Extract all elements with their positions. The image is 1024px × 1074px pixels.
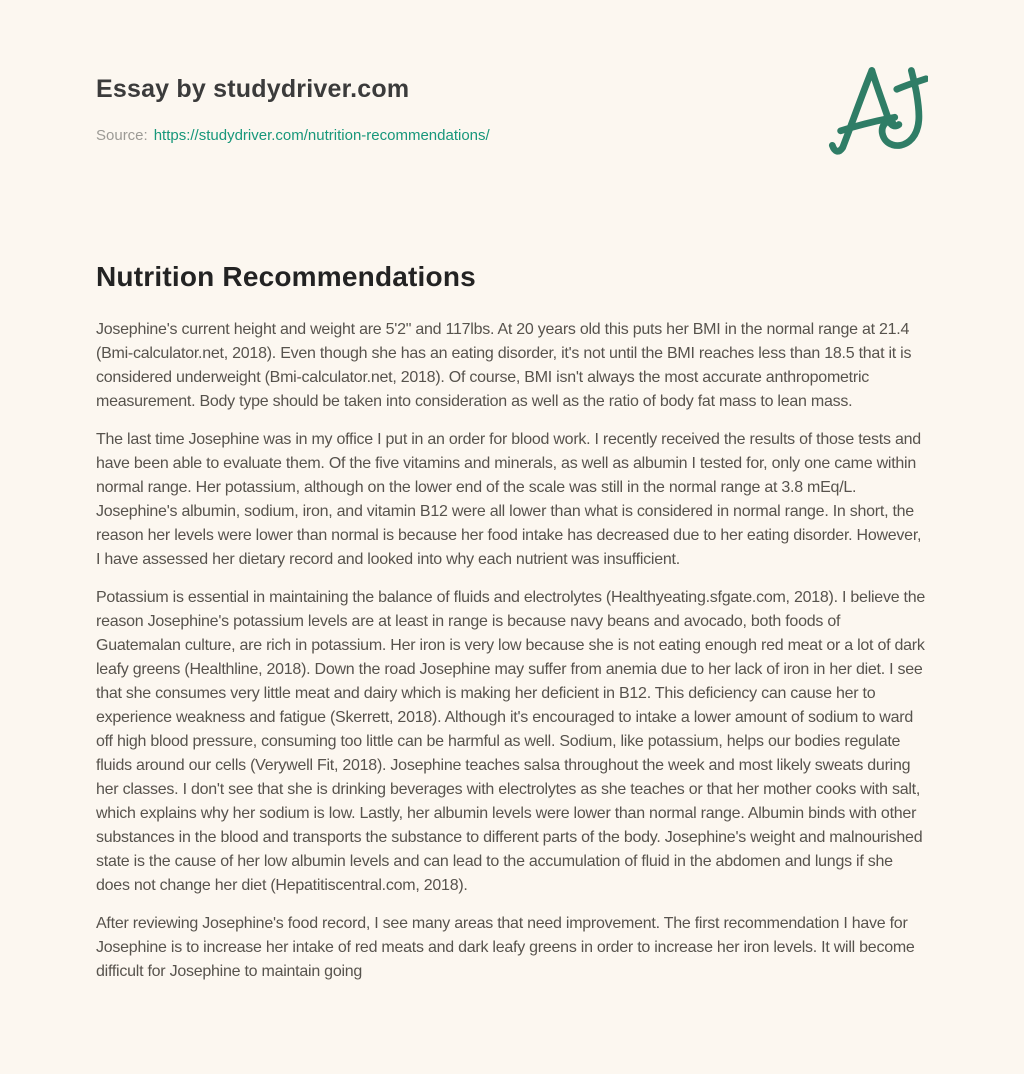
essay-title: Nutrition Recommendations (96, 261, 476, 292)
essay-paragraph-3: Potassium is essential in maintaining the balance of fluids and electrolytes (Healthyeating.sfgate.com, 2018). I believe the reason Josephine's potassium levels are at least in range is because navy beans and avocado, both foods of Guatemalan culture, are rich in potassium. Her iron is very low because she is not eating enough red meat or a lot of dark leafy greens (Healthline, 2018). Down the road Josephine may suffer from anemia due to her lack of iron in her diet. I see that she consumes very little meat and dairy which is making her deficient in B12. This deficiency can cause her to experience weakness and fatigue (Skerrett, 2018). Although it's encouraged to intake a lower amount of sodium to ward off high blood pressure, consuming too little can be harmful as well. Sodium, like potassium, helps our bodies regulate fluids around our cells (Verywell Fit, 2018). Josephine teaches salsa throughout the week and most likely sweats during her classes. I don't see that she is drinking beverages with electrolytes as she teaches or that her mother cooks with salt, which explains why her sodium is low. Lastly, her albumin levels were lower than normal range. Albumin binds with other substances in the blood and transports the substance to different parts of the body. Josephine's weight and malnourished state is the cause of her low albumin levels and can lead to the accumulation of fluid in the abdomen and lungs if she does not change her diet (Hepatitiscentral.com, 2018). (96, 589, 926, 894)
essay-paragraph-1: Josephine's current height and weight are 5'2" and 117lbs. At 20 years old this puts her BMI in the normal range at 21.4 (Bmi-calculator.net, 2018). Even though she has an eating disorder, it's not until the BMI reaches less than 18.5 that it is considered underweight (Bmi-calculator.net, 2018). Of course, BMI isn't always the most accurate anthropometric measurement. Body type should be taken into consideration as well as the ratio of body fat mass to lean mass. (96, 321, 912, 410)
source-line (96, 126, 928, 146)
essay-paragraph-4: After reviewing Josephine's food record, I see many areas that need improvement. The first recommendation I have for Josephine is to increase her intake of red meats and dark leafy greens in order to increase her iron levels. It will become difficult for Josephine to maintain going (96, 915, 915, 980)
site-header-title: Essay by studydriver.com (96, 75, 410, 103)
source-link[interactable]: https://studydriver.com/nutrition-recommendations/ (153, 127, 490, 144)
a-plus-logo-icon (824, 62, 928, 158)
a-plus-logo-strokes (832, 70, 926, 151)
essay-content (96, 258, 928, 984)
source-label: Source: (96, 127, 148, 144)
essay-body (96, 318, 928, 984)
essay-paragraph-2: The last time Josephine was in my office I put in an order for blood work. I recently received the results of those tests and have been able to evaluate them. Of the five vitamins and minerals, as well as albumin I tested for, only one came within normal range. Her potassium, although on the lower end of the scale was still in the normal range at 3.8 mEq/L. Josephine's albumin, sodium, iron, and vitamin B12 were all lower than what is considered in normal range. In short, the reason her levels were lower than normal is because her food intake has decreased due to her eating disorder. However, I have assessed her dietary record and looked into why each nutrient was insufficient. (96, 431, 922, 568)
page-header (96, 74, 928, 146)
